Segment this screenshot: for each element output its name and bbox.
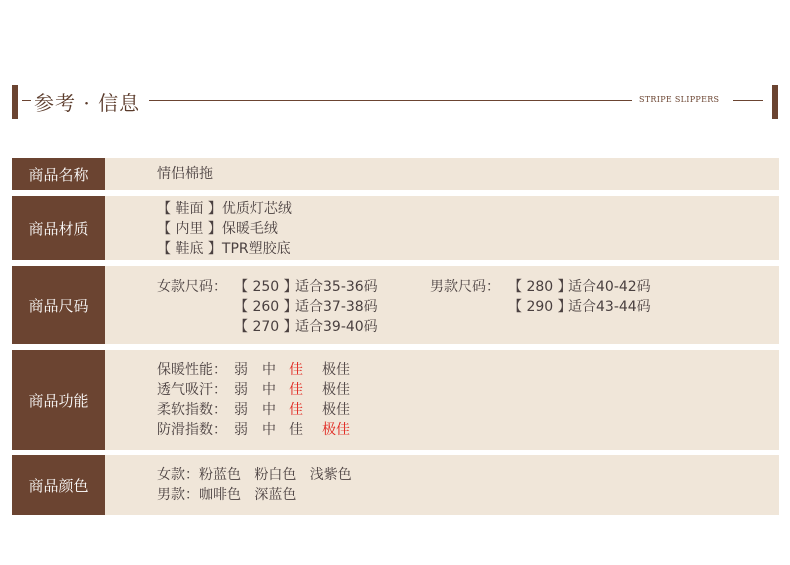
function-name: 防滑指数： xyxy=(157,422,227,438)
rating-level: 弱 xyxy=(234,362,248,378)
rating-level: 弱 xyxy=(234,402,248,418)
rating-level: 极佳 xyxy=(322,402,350,418)
row-content xyxy=(157,465,352,505)
size-fit: 适合35-36码 xyxy=(295,279,378,295)
rating-level-selected: 极佳 xyxy=(322,422,350,438)
section-subtitle: STRIPE SLIPPERS xyxy=(639,95,720,104)
header-dash xyxy=(22,100,31,101)
rating-level: 极佳 xyxy=(322,362,350,378)
function-name: 透气吸汗： xyxy=(157,382,227,398)
header-rule-end xyxy=(733,100,763,101)
header-right-bar xyxy=(772,85,778,119)
men-colors: 男款：咖啡色 深蓝色 xyxy=(157,487,297,503)
row-label: 商品材质 xyxy=(12,196,105,260)
material-line: 【 内里 】保暖毛绒 xyxy=(157,221,278,237)
row-content xyxy=(157,164,213,184)
function-name: 保暖性能： xyxy=(157,362,227,378)
size-fit: 适合37-38码 xyxy=(295,299,378,315)
rating-level: 佳 xyxy=(289,422,303,438)
header-left-bar xyxy=(12,85,18,119)
row-label: 商品名称 xyxy=(12,158,105,190)
row-product-name xyxy=(12,158,779,190)
rating-level: 中 xyxy=(262,422,276,438)
header-rule xyxy=(149,100,632,101)
function-grid xyxy=(157,360,457,440)
size-code: 【 290 】 xyxy=(508,299,572,315)
row-label: 商品功能 xyxy=(12,350,105,450)
function-name: 柔软指数： xyxy=(157,402,227,418)
size-code: 【 250 】 xyxy=(234,279,298,295)
size-fit: 适合43-44码 xyxy=(568,299,651,315)
section-title: 参考 · 信息 xyxy=(34,91,141,115)
rating-level: 中 xyxy=(262,362,276,378)
rating-level-selected: 佳 xyxy=(289,382,303,398)
row-content xyxy=(157,199,292,259)
size-fit: 适合40-42码 xyxy=(568,279,651,295)
rating-level-selected: 佳 xyxy=(289,402,303,418)
material-line: 【 鞋底 】TPR塑胶底 xyxy=(157,241,291,257)
row-label: 商品尺码 xyxy=(12,266,105,344)
row-size xyxy=(12,266,779,344)
size-code: 【 260 】 xyxy=(234,299,298,315)
rating-level: 极佳 xyxy=(322,382,350,398)
size-code: 【 280 】 xyxy=(508,279,572,295)
size-code: 【 270 】 xyxy=(234,319,298,335)
rating-level: 中 xyxy=(262,402,276,418)
row-material xyxy=(12,196,779,260)
row-label: 商品颜色 xyxy=(12,455,105,515)
product-name-value: 情侣棉拖 xyxy=(157,166,213,182)
rating-level: 弱 xyxy=(234,422,248,438)
rating-level: 弱 xyxy=(234,382,248,398)
women-colors: 女款：粉蓝色 粉白色 浅紫色 xyxy=(157,467,352,483)
row-content xyxy=(157,277,757,337)
rating-level: 中 xyxy=(262,382,276,398)
row-color xyxy=(12,455,779,515)
row-function xyxy=(12,350,779,450)
material-line: 【 鞋面 】优质灯芯绒 xyxy=(157,201,292,217)
men-size-label: 男款尺码： xyxy=(430,279,500,295)
women-size-label: 女款尺码： xyxy=(157,279,227,295)
rating-level-selected: 佳 xyxy=(289,362,303,378)
size-fit: 适合39-40码 xyxy=(295,319,378,335)
